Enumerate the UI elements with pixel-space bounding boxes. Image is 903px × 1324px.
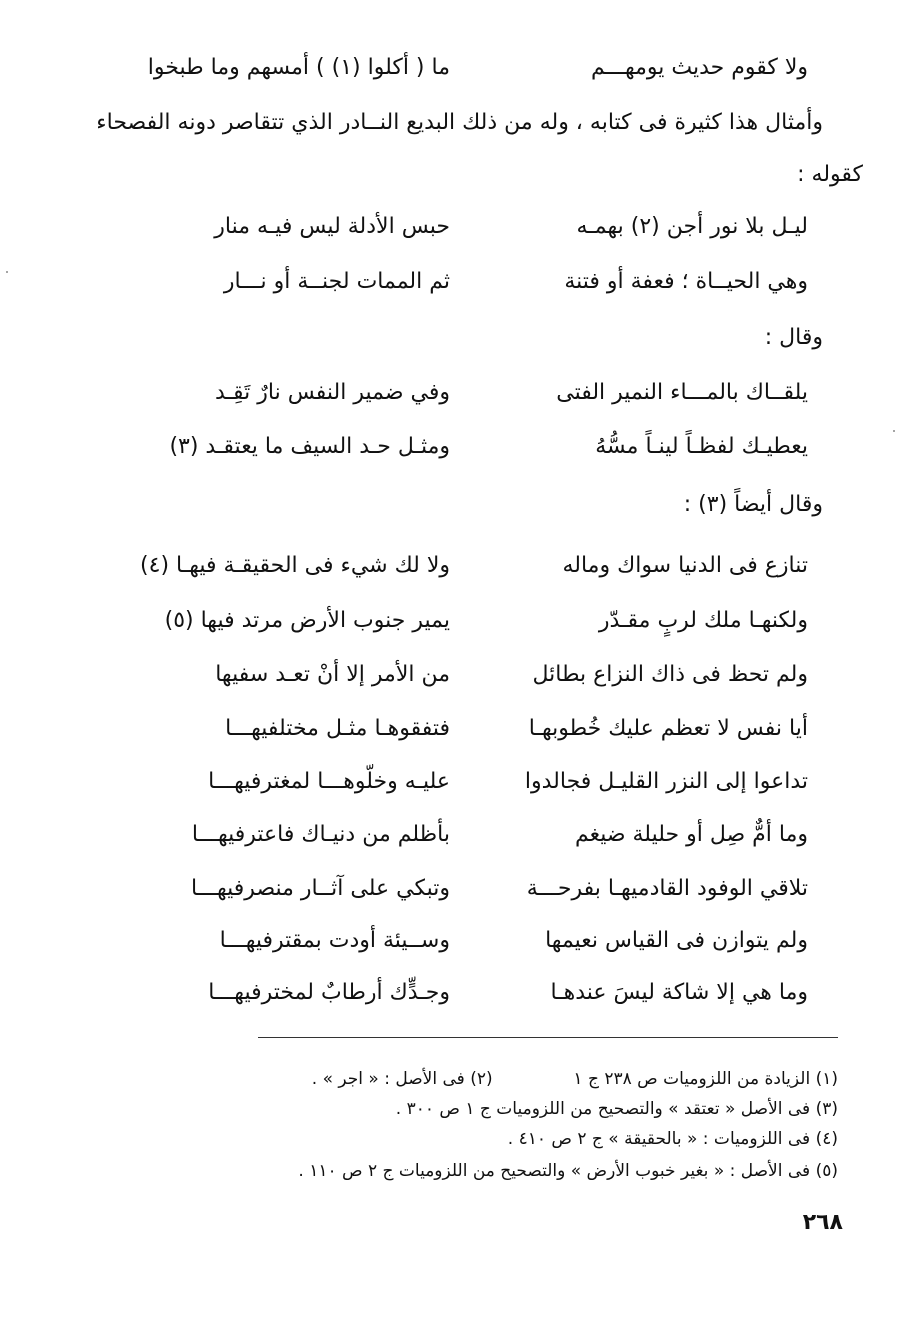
verse-13-left: وجـدٍّك أرطابٌ لمخترفيهـــا — [208, 980, 450, 1005]
verse-2-left: ثم الممات لجنــة أو نـــار — [223, 269, 450, 294]
footnote-2: (٢) فى الأصل : « اجر » . — [311, 1069, 493, 1089]
section-label-wa-qal: وقال : — [764, 325, 823, 350]
footnote-divider — [258, 1037, 838, 1038]
verse-1-left: حبس الأدلة ليس فيـه منار — [214, 214, 450, 239]
verse-7-left: من الأمر إلا أنْ تعـد سفيها — [215, 662, 450, 687]
verse-12-left: وســيئة أودت بمقترفيهـــا — [219, 928, 450, 953]
footnote-1: (١) الزيادة من اللزوميات ص ٢٣٨ ج ١ — [573, 1069, 838, 1089]
verse-6-right: ولكنهـا ملك لربٍ مقـدّر — [598, 608, 808, 633]
verse-9-left: عليـه وخلّوهـــا لمغترفيهـــا — [208, 769, 450, 794]
footnote-1-2 — [58, 1068, 838, 1090]
verse-9-right: تداعوا إلى النزر القليـل فجالدوا — [524, 769, 808, 794]
verse-4-left: ومثـل حـد السيف ما يعتقـد (٣) — [169, 434, 450, 459]
verse-8-right: أيا نفس لا تعظم عليك خُطوبهـا — [528, 716, 808, 741]
verse-10-right: وما أمٌّ صِل أو حليلة ضيغم — [574, 822, 808, 847]
prose-line: وأمثال هذا كثيرة فى كتابه ، وله من ذلك البديع النــادر الذي تتقاصر دونه الفصحاء — [96, 110, 823, 135]
scan-speck — [6, 271, 8, 273]
verse-3-right: يلقــاك بالمـــاء النمير الفتى — [556, 380, 808, 405]
footnote-5: (٥) فى الأصل : « بغير خبوب الأرض » والتصحيح من اللزوميات ج ٢ ص ١١٠ . — [298, 1161, 838, 1181]
verse-12-right: ولم يتوازن فى القياس نعيمها — [545, 928, 808, 953]
verse-8-left: فتفقوهـا مثـل مختلفيهـــا — [225, 716, 450, 741]
verse-2-right: وهي الحيــاة ؛ فعفة أو فتنة — [564, 269, 808, 294]
verse-11-left: وتبكي على آثــار منصرفيهـــا — [190, 876, 450, 901]
scan-speck — [893, 430, 895, 432]
verse-7-right: ولم تحظ فى ذاك النزاع بطائل — [532, 662, 808, 687]
intro-verse-right: ولا كقوم حديث يومهـــم — [590, 55, 808, 80]
verse-3-left: وفي ضمير النفس نارٌ تَقِـد — [215, 380, 450, 405]
verse-5-right: تنازع فى الدنيا سواك وماله — [562, 553, 808, 578]
footnote-3: (٣) فى الأصل « تعتقد » والتصحيح من اللزوميات ج ١ ص ٣٠٠ . — [395, 1099, 838, 1119]
footnote-4: (٤) فى اللزوميات : « بالحقيقة » ج ٢ ص ٤١٠ . — [507, 1129, 838, 1149]
intro-verse-left: ما ( أكلوا (١) ) أمسهم وما طبخوا — [147, 55, 450, 80]
page-number: ٢٦٨ — [802, 1210, 843, 1235]
section-label-wa-qal-aydan: وقال أيضاً (٣) : — [683, 492, 823, 517]
verse-6-left: يمير جنوب الأرض مرتد فيها (٥) — [164, 608, 450, 633]
section-label-kaqawlih: كقوله : — [797, 162, 863, 187]
verse-10-left: بأظلم من دنيـاك فاعترفيهـــا — [191, 822, 450, 847]
verse-11-right: تلاقي الوفود القادميهـا بفرحـــة — [526, 876, 808, 901]
verse-5-left: ولا لك شيء فى الحقيقـة فيهـا (٤) — [140, 553, 450, 578]
verse-4-right: يعطيـك لفظـاً لينـاً مسُّهُ — [595, 434, 808, 459]
verse-13-right: وما هي إلا شاكة ليسَ عندهـا — [550, 980, 808, 1005]
verse-1-right: ليـل بلا نور أجن (٢) بهمـه — [576, 214, 808, 239]
